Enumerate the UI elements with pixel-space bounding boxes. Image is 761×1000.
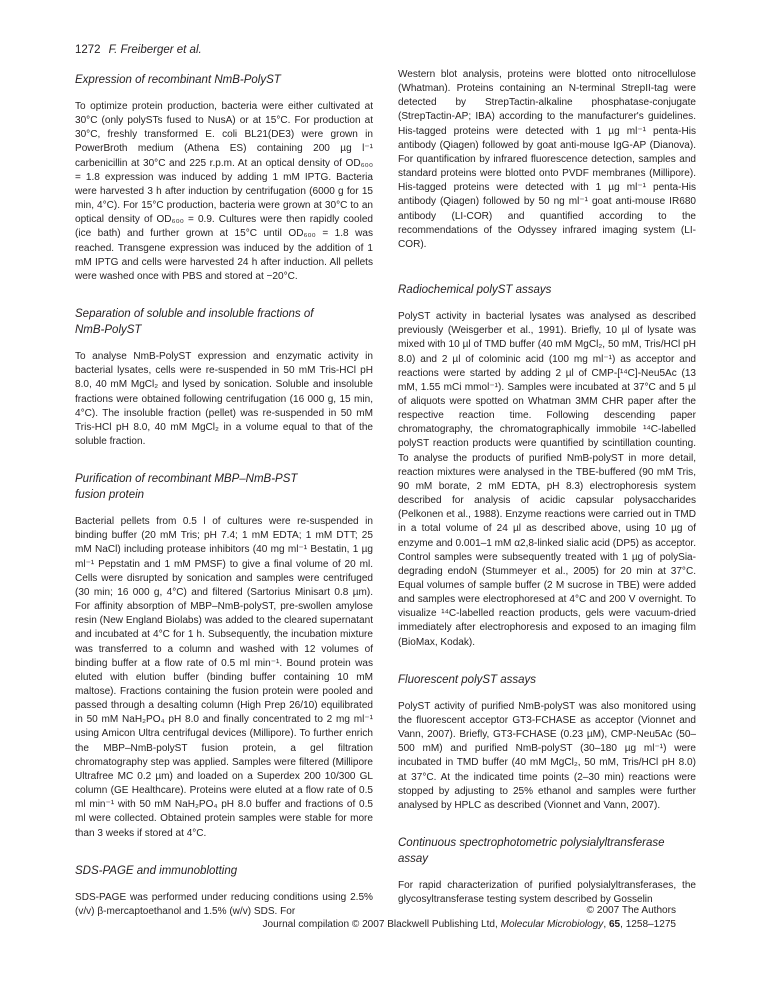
section-purification (75, 471, 373, 841)
running-head-authors: F. Freiberger et al. (108, 44, 202, 56)
section-heading: Continuous spectrophotometric polysialyltransferase assay (398, 837, 665, 866)
section-paragraph: To optimize protein production, bacteria were either cultivated at 30°C (only polySTs fused to NusA) or at 15°C. For production at 30°C, freshly transformed E. coli BL21(DE3) were grown in PowerBroth medium (Athena ES) containing 200 µg l⁻¹ carbenicillin at 30°C and 225 r.p.m. At an optical density of OD₆₀₀ = 1.8 expression was induced by adding 1 mM IPTG. Bacteria were harvested 3 h after induction by centrifugation (6000 g for 15 min, 4°C). For 15°C production, bacteria were grown at 30°C to an optical density of OD₆₀₀ = 0.9. Cultures were then rapidly cooled (ice bath) and further grown at 15°C until OD₆₀₀ = 1.8 was reached. Transgene expression was induced by the addition of 1 mM IPTG and cells were harvested 24 h after induction. All pellets were washed once with PBS and stored at −20°C. (75, 101, 373, 282)
section-paragraph: Western blot analysis, proteins were blotted onto nitrocellulose (Whatman). Proteins containing an N-terminal StrepII-tag were detected by StrepTactin-alkaline phosphatase-conjugate (StrepTactin-AP; IBA) according to the manufacturer's guidelines. His-tagged proteins were detected with 1 µg ml⁻¹ penta-His antibody (Qiagen) followed by goat anti-mouse IgG-AP (Dianova). For quantification by infrared fluorescence detection, samples and standard proteins were blotted onto PVDF membranes (Millipore). His-tagged proteins were detected with 1 µg ml⁻¹ penta-His antibody (Qiagen) followed by 50 ng ml⁻¹ goat anti-mouse IR680 antibody (LI-COR) and quantified according to the recommendations of the Odyssey infrared imaging system (LI-COR). (398, 69, 696, 250)
section-paragraph: PolyST activity in bacterial lysates was analysed as described previously (Weisgerber et al., 1991). Briefly, 10 µl of lysate was mixed with 10 µl of TMD buffer (40 mM MgCl₂, 50 mM, Tris/HCl pH 8.0) and 2 µl of colominic acid (100 mg ml⁻¹) as acceptor and reactions were started by adding 2 µl of CMP-[¹⁴C]-Neu5Ac (13 mM, 1.55 mCi mmol⁻¹). Samples were incubated at 37°C and 5 µl of aliquots were spotted on Whatman 3MM CHR paper after the respective reaction time. Following descending paper chromatography, the chromatographically immobile ¹⁴C-labelled polyST reaction products were quantified by scintillation counting. To analyse the products of purified NmB-polyST in more detail, reaction mixtures were analysed in the TBE-buffered (90 mM Tris, 90 mM borate, 2 mM EDTA, pH 8.3) electrophoresis system described for analysis of acidic capsular polysaccharides (Pelkonen et al., 1988). Enzyme reactions were carried out in TMD in a total volume of 24 µl as described above, using 10 µg of enzyme and 0.001–1 mM α2,8-linked sialic acid (DP5) as acceptor. Control samples were subsequently treated with 1 µg of polySia-degrading endoN (Stummeyer et al., 2005) for 20 min at 37°C. Equal volumes of sample buffer (2 M sucrose in TBE) were added and samples were electrophoresed at 4°C and 200 V overnight. To visualize ¹⁴C-labelled reaction products, gels were vacuum-dried immediately after electrophoresis and exposed to an imaging film (BioMax, Kodak). (398, 311, 696, 648)
section-heading: Radiochemical polyST assays (398, 284, 552, 297)
footer-pages: , 1258–1275 (620, 918, 676, 930)
page-footer (263, 904, 676, 931)
section-paragraph: To analyse NmB-PolyST expression and enzymatic activity in bacterial lysates, cells were re-suspended in 50 mM Tris-HCl pH 8.0, 40 mM MgCl₂ and lysed by sonication. Soluble and insoluble fractions were obtained following centrifugation (16 000 g, 15 min, 4°C). The insoluble fraction (pellet) was re-suspended in 50 mM Tris-HCl pH 8.0, 40 mM MgCl₂ in a volume equal to that of the soluble fraction. (75, 351, 373, 447)
section-continuous (398, 835, 696, 907)
section-paragraph: For rapid characterization of purified polysialyltransferases, the glycosyltransferase testing system described by Gosselin (398, 880, 696, 906)
footer-compilation: Journal compilation © 2007 Blackwell Publishing Ltd, (262, 918, 498, 930)
left-column (75, 72, 373, 941)
section-paragraph: SDS-PAGE was performed under reducing conditions using 2.5% (v/v) β-mercaptoethanol and 1.5% (w/v) SDS. For (75, 891, 373, 917)
footer-volume: 65 (608, 918, 621, 930)
section-heading: SDS-PAGE and immunoblotting (75, 864, 238, 877)
section-separation (75, 306, 373, 449)
section-heading: Purification of recombinant MBP–NmB-PST fusion protein (75, 473, 298, 502)
footer-journal-line: Journal compilation © 2007 Blackwell Publishing Ltd, Molecular Microbiology, 65, 1258–1275 (262, 918, 676, 930)
section-western-blot-continued (398, 68, 696, 252)
section-heading: Fluorescent polyST assays (398, 673, 537, 686)
section-fluorescent (398, 672, 696, 813)
section-radiochemical (398, 282, 696, 650)
right-column (398, 68, 696, 929)
section-heading: Separation of soluble and insoluble fractions of NmB-PolyST (75, 308, 314, 337)
running-head (75, 44, 202, 56)
section-expression (75, 72, 373, 284)
page-number: 1272 (75, 44, 101, 56)
footer-journal-name: Molecular Microbiology (500, 918, 604, 930)
section-paragraph: PolyST activity of purified NmB-polyST was also monitored using the fluorescent acceptor GT3-FCHASE as acceptor (Vionnet and Vann, 2007). Briefly, GT3-FCHASE (0.23 µM), CMP-Neu5Ac (50–500 mM) and purified NmB-polyST (30–180 µg ml⁻¹) were incubated in TMD buffer (40 mM MgCl₂, 50 mM, Tris/HCl pH 8.0) at 37°C. At the indicated time points (2–30 min) reactions were stopped by adjusting to 25% ethanol and samples were further analysed by HPLC as described (Vionnet and Vann, 2007). (398, 700, 696, 811)
footer-copyright: © 2007 The Authors (586, 905, 676, 916)
section-heading: Expression of recombinant NmB-PolyST (75, 74, 281, 86)
section-paragraph: Bacterial pellets from 0.5 l of cultures were re-suspended in binding buffer (20 mM Tris; pH 7.4; 1 mM EDTA; 1 mM DTT; 25 mM NaCl) including protease inhibitors (40 mg ml⁻¹ Bestatin, 1 µg ml⁻¹ Pepstatin and 1 mM PMSF) to give a final volume of 20 ml. Cells were disrupted by sonication and samples were centrifuged (30 min; 16 000 g, 4°C) and filtered (Sartorius Minisart 0.8 µm). For affinity absorption of MBP–NmB-polyST, pre-swollen amylose resin (New England Biolabs) was added to the cleared supernatant and incubated at 4°C for 1 h. Subsequently, the incubation mixture was transferred to a column and washed with 12 volumes of binding buffer at a flow rate of 0.5 ml min⁻¹. Bound protein was eluted with elution buffer (binding buffer containing 10 mM maltose). Fractions containing the fusion protein were pooled and passed through a desalting column (High Prep 26/10) equilibrated in 50 mM NaH₂PO₄ pH 8.0 and finally concentrated to 2 mg ml⁻¹ using Amicon Ultra centrifugal devices (Millipore). To further enrich the MBP–NmB-polyST fusion protein, a gel filtration chromatography step was applied. Samples were filtered (Millipore Ultrafree MC 0.2 µm) and loaded on a Superdex 200 10/300 GL column (GE Healthcare). Proteins were eluted at a flow rate of 0.5 ml min⁻¹ with 50 mM NaH₂PO₄ pH 8.0 buffer and fractions of 0.5 ml were collected. Obtained protein samples were stable for more than 3 weeks if stored at 4°C. (75, 516, 373, 839)
